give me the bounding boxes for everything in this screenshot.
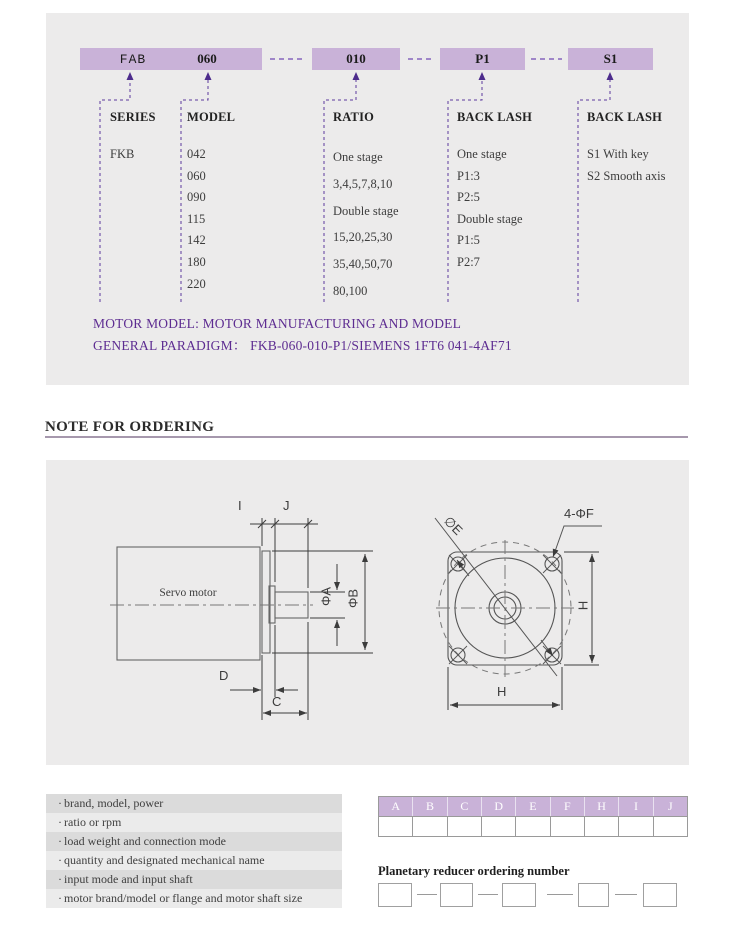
bullet-icon: ·: [58, 796, 62, 810]
ordering-number-title: Planetary reducer ordering number: [378, 864, 570, 878]
column-backlash: [457, 110, 575, 274]
table-cell: [379, 816, 413, 836]
ordering-notes-list: [46, 794, 342, 908]
note-text: input mode and input shaft: [64, 872, 193, 886]
note-text: brand, model, power: [64, 796, 164, 810]
column-header: C: [448, 797, 482, 816]
code-series-value: FAB: [119, 51, 147, 67]
ordering-number-box: [440, 883, 473, 907]
note-text: ratio or rpm: [64, 815, 122, 829]
column-header: SERIES: [110, 110, 156, 124]
column-model: [187, 110, 305, 295]
column-item: S1 With key: [587, 147, 649, 161]
column-header: BACK LASH: [587, 110, 663, 124]
dim-label-phi-e: ∅E: [440, 513, 466, 539]
column-header: A: [379, 797, 413, 816]
list-item: [46, 851, 342, 870]
list-item: [46, 813, 342, 832]
column-item: S2 Smooth axis: [587, 168, 666, 183]
table-header-row: [379, 797, 687, 816]
column-item: 042: [187, 147, 206, 161]
column-item: 220: [187, 276, 206, 291]
dim-label-h-right: H: [575, 600, 591, 611]
servo-motor-label: Servo motor: [159, 587, 217, 599]
table-cell: [619, 816, 653, 836]
column-ratio: [333, 110, 451, 305]
column-header: B: [413, 797, 447, 816]
code-model-value: 060: [197, 51, 217, 66]
column-header: H: [585, 797, 619, 816]
ordering-number-dash: [417, 894, 437, 895]
list-item: [46, 794, 342, 813]
column-item: 15,20,25,30: [333, 230, 393, 245]
column-item: 180: [187, 254, 206, 269]
column-item: One stage: [333, 150, 383, 164]
column-item: 142: [187, 233, 206, 248]
section-heading: NOTE FOR ORDERING: [45, 419, 215, 435]
column-shaft-type: [587, 110, 705, 187]
column-header: D: [482, 797, 516, 816]
dim-label-four-phi-f: 4-ΦF: [564, 506, 594, 521]
column-header: J: [654, 797, 687, 816]
ordering-number-box: [502, 883, 536, 907]
ordering-number-box: [578, 883, 609, 907]
column-item: P1:5: [457, 233, 480, 248]
table-cell: [516, 816, 550, 836]
bullet-icon: ·: [58, 834, 62, 848]
dim-label-d: D: [219, 668, 229, 683]
bullet-icon: ·: [58, 853, 62, 867]
column-item: P2:5: [457, 190, 480, 205]
dim-label-c: C: [272, 694, 282, 709]
column-item: P2:7: [457, 254, 480, 269]
general-paradigm-note: GENERAL PARADIGM： FKB-060-010-P1/SIEMENS 1FT6 041-4AF71: [93, 338, 512, 353]
column-item: 80,100: [333, 283, 368, 298]
ordering-number-box: [643, 883, 677, 907]
code-box-shaft: S1: [568, 48, 653, 70]
column-item: One stage: [457, 147, 507, 161]
ordering-number-dash: [478, 894, 498, 895]
code-box-backlash: P1: [440, 48, 525, 70]
column-item: 060: [187, 168, 206, 183]
ordering-number-box: [378, 883, 412, 907]
column-header: BACK LASH: [457, 110, 533, 124]
table-cell: [654, 816, 687, 836]
column-header: E: [516, 797, 550, 816]
bullet-icon: ·: [58, 891, 62, 905]
dim-label-h-bottom: H: [497, 684, 507, 699]
bullet-icon: ·: [58, 815, 62, 829]
motor-model-note: MOTOR MODEL: MOTOR MANUFACTURING AND MODEL: [93, 316, 462, 331]
note-text: load weight and connection mode: [64, 834, 226, 848]
bullet-icon: ·: [58, 872, 62, 886]
ordering-number-dash: [547, 894, 573, 895]
column-item: 3,4,5,7,8,10: [333, 176, 393, 191]
column-item: Double stage: [457, 211, 523, 226]
dim-label-phi-b: ΦB: [345, 588, 361, 609]
ordering-number-dash: [615, 894, 637, 895]
section-heading-rule: [45, 436, 688, 438]
table-row: [379, 816, 687, 836]
note-text: motor brand/model or flange and motor shaft size: [64, 891, 303, 905]
code-box-ratio: 010: [312, 48, 400, 70]
list-item: [46, 889, 342, 908]
column-item: FKB: [110, 147, 135, 161]
dim-label-i: I: [238, 498, 242, 513]
column-item: 35,40,50,70: [333, 257, 393, 272]
column-item: P1:3: [457, 168, 480, 183]
column-item: 115: [187, 211, 206, 226]
list-item: [46, 832, 342, 851]
column-header: F: [551, 797, 585, 816]
table-cell: [448, 816, 482, 836]
dimension-table: [378, 796, 688, 837]
table-cell: [551, 816, 585, 836]
column-header: MODEL: [187, 110, 236, 124]
code-box-series-model: [80, 48, 262, 70]
column-header: I: [619, 797, 653, 816]
column-header: RATIO: [333, 110, 375, 124]
column-item: Double stage: [333, 203, 399, 218]
table-cell: [482, 816, 516, 836]
list-item: [46, 870, 342, 889]
dim-label-j: J: [283, 498, 290, 513]
dim-label-phi-a: ΦA: [318, 586, 334, 607]
note-text: quantity and designated mechanical name: [64, 853, 265, 867]
column-item: 090: [187, 190, 206, 205]
table-cell: [585, 816, 619, 836]
table-cell: [413, 816, 447, 836]
